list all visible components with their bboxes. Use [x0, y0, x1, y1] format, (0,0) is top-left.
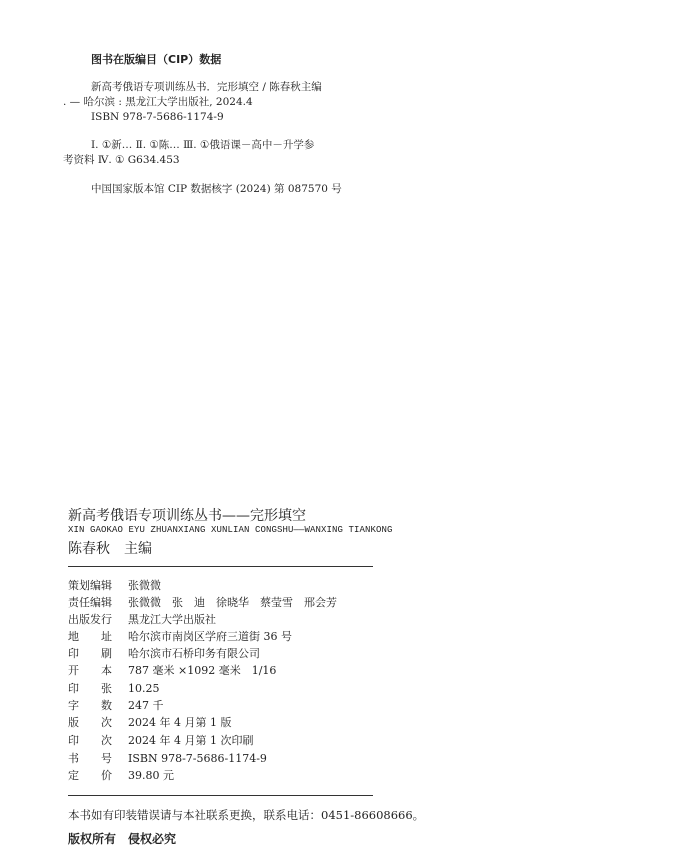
spec-value: ISBN 978-7-5686-1174-9: [128, 752, 267, 765]
cip-line-2: . — 哈尔滨 : 黑龙江大学出版社, 2024.4: [63, 96, 253, 108]
cip-heading: 图书在版编目（CIP）数据: [91, 53, 222, 66]
spec-value: 10.25: [128, 682, 160, 695]
spec-value: 2024 年 4 月第 1 次印刷: [128, 734, 254, 747]
spec-row-address: [68, 628, 292, 645]
spec-row-planning-editor: [68, 577, 161, 594]
cip-line-1: 新高考俄语专项训练丛书．完形填空 / 陈春秋主编: [91, 81, 322, 93]
spec-row-sheets: [68, 680, 160, 697]
spec-label: 印 刷: [68, 647, 112, 660]
spec-row-format: [68, 662, 276, 679]
spec-label: 版 次: [68, 716, 112, 729]
spec-label: 策划编辑: [68, 579, 112, 592]
spec-row-word-count: [68, 697, 164, 714]
cip-line-4: Ⅰ. ①新… Ⅱ. ①陈… Ⅲ. ①俄语课－高中－升学参: [91, 139, 315, 151]
cip-line-6: 中国国家版本馆 CIP 数据核字 (2024) 第 087570 号: [91, 183, 342, 195]
spec-label: 定 价: [68, 769, 112, 782]
book-editor: 陈春秋 主编: [68, 541, 152, 557]
spec-value: 哈尔滨市南岗区学府三道街 36 号: [128, 630, 292, 643]
spec-label: 出版发行: [68, 613, 112, 626]
divider-top: [68, 566, 373, 567]
spec-value: 黑龙江大学出版社: [128, 613, 216, 626]
spec-label: 书 号: [68, 752, 112, 765]
footer-note: 本书如有印装错误请与本社联系更换，联系电话：0451-86608666。: [68, 808, 425, 822]
spec-label: 印 张: [68, 682, 112, 695]
spec-row-responsible-editor: [68, 594, 337, 611]
spec-row-edition: [68, 714, 231, 731]
spec-value: 39.80 元: [128, 769, 174, 782]
spec-label: 字 数: [68, 699, 112, 712]
book-title-pinyin: XIN GAOKAO EYU ZHUANXIANG XUNLIAN CONGSHU——WANXING TIANKONG: [68, 525, 393, 535]
spec-label: 地 址: [68, 630, 112, 643]
spec-value: 哈尔滨市石桥印务有限公司: [128, 647, 260, 660]
copyright-notice: 版权所有 侵权必究: [68, 832, 177, 846]
spec-value: 2024 年 4 月第 1 版: [128, 716, 232, 729]
spec-row-price: [68, 767, 174, 784]
spec-row-publisher: [68, 611, 216, 628]
spec-label: 开 本: [68, 664, 112, 677]
divider-bottom: [68, 795, 373, 796]
spec-value: 张微微 张 迪 徐晓华 蔡莹雪 邢会芳: [128, 596, 337, 609]
cip-line-3: ISBN 978-7-5686-1174-9: [91, 111, 224, 123]
cip-line-5: 考资料 Ⅳ. ① G634.453: [63, 154, 180, 166]
spec-value: 张微微: [128, 579, 161, 592]
spec-row-printing: [68, 732, 253, 749]
spec-row-printer: [68, 645, 260, 662]
spec-value: 247 千: [128, 699, 164, 712]
spec-label: 责任编辑: [68, 596, 112, 609]
spec-label: 印 次: [68, 734, 112, 747]
spec-value: 787 毫米 ×1092 毫米 1/16: [128, 664, 277, 677]
book-title: 新高考俄语专项训练丛书——完形填空: [68, 508, 306, 524]
spec-row-isbn: [68, 750, 267, 767]
